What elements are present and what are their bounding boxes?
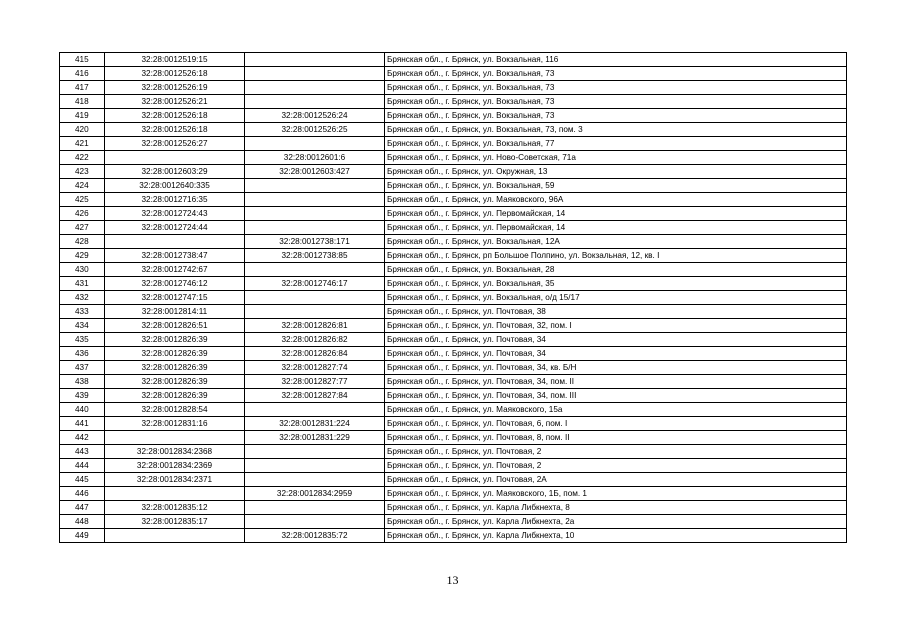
- cadastral-number-cell: 32:28:0012526:18: [105, 67, 245, 81]
- row-number-cell: 423: [60, 165, 105, 179]
- row-number-cell: 429: [60, 249, 105, 263]
- address-cell: Брянская обл., г. Брянск, ул. Почтовая, 32, пом. I: [385, 319, 847, 333]
- address-cell: Брянская обл., г. Брянск, рп Большое Полпино, ул. Вокзальная, 12, кв. I: [385, 249, 847, 263]
- row-number-cell: 432: [60, 291, 105, 305]
- table-row: [60, 389, 847, 403]
- row-number-cell: 449: [60, 529, 105, 543]
- cadastral-number-cell: 32:28:0012746:12: [105, 277, 245, 291]
- table-row: [60, 137, 847, 151]
- linked-cadastral-number-cell: 32:28:0012526:24: [245, 109, 385, 123]
- row-number-cell: 421: [60, 137, 105, 151]
- cadastral-number-cell: 32:28:0012738:47: [105, 249, 245, 263]
- table-row: [60, 67, 847, 81]
- address-cell: Брянская обл., г. Брянск, ул. Почтовая, 34, кв. Б/Н: [385, 361, 847, 375]
- cadastral-number-cell: [105, 235, 245, 249]
- linked-cadastral-number-cell: 32:28:0012601:6: [245, 151, 385, 165]
- address-cell: Брянская обл., г. Брянск, ул. Почтовая, 38: [385, 305, 847, 319]
- cadastral-number-cell: 32:28:0012826:39: [105, 375, 245, 389]
- table-row: [60, 81, 847, 95]
- address-cell: Брянская обл., г. Брянск, ул. Вокзальная, 35: [385, 277, 847, 291]
- table-row: [60, 333, 847, 347]
- cadastral-number-cell: 32:28:0012831:16: [105, 417, 245, 431]
- linked-cadastral-number-cell: [245, 53, 385, 67]
- linked-cadastral-number-cell: [245, 473, 385, 487]
- page-number: 13: [446, 573, 459, 587]
- cadastral-number-cell: 32:28:0012526:19: [105, 81, 245, 95]
- linked-cadastral-number-cell: [245, 179, 385, 193]
- cadastral-number-cell: 32:28:0012835:12: [105, 501, 245, 515]
- row-number-cell: 443: [60, 445, 105, 459]
- table-row: [60, 109, 847, 123]
- table-row: [60, 179, 847, 193]
- table-row: [60, 221, 847, 235]
- table-body: [60, 53, 847, 543]
- table-row: [60, 417, 847, 431]
- cadastral-number-cell: 32:28:0012526:18: [105, 123, 245, 137]
- table-row: [60, 151, 847, 165]
- linked-cadastral-number-cell: [245, 515, 385, 529]
- cadastral-number-cell: 32:28:0012826:39: [105, 333, 245, 347]
- cadastral-number-cell: 32:28:0012716:35: [105, 193, 245, 207]
- cadastral-number-cell: 32:28:0012828:54: [105, 403, 245, 417]
- address-cell: Брянская обл., г. Брянск, ул. Маяковского, 1Б, пом. 1: [385, 487, 847, 501]
- linked-cadastral-number-cell: [245, 459, 385, 473]
- cadastral-number-cell: 32:28:0012519:15: [105, 53, 245, 67]
- linked-cadastral-number-cell: 32:28:0012831:229: [245, 431, 385, 445]
- cadastral-number-cell: 32:28:0012834:2371: [105, 473, 245, 487]
- row-number-cell: 416: [60, 67, 105, 81]
- linked-cadastral-number-cell: 32:28:0012526:25: [245, 123, 385, 137]
- address-cell: Брянская обл., г. Брянск, ул. Маяковского, 15а: [385, 403, 847, 417]
- address-cell: Брянская обл., г. Брянск, ул. Вокзальная, 59: [385, 179, 847, 193]
- cadastral-number-cell: 32:28:0012826:39: [105, 347, 245, 361]
- table-row: [60, 403, 847, 417]
- row-number-cell: 444: [60, 459, 105, 473]
- linked-cadastral-number-cell: [245, 137, 385, 151]
- table-row: [60, 361, 847, 375]
- linked-cadastral-number-cell: 32:28:0012746:17: [245, 277, 385, 291]
- cadastral-number-cell: 32:28:0012834:2368: [105, 445, 245, 459]
- linked-cadastral-number-cell: [245, 291, 385, 305]
- linked-cadastral-number-cell: 32:28:0012826:82: [245, 333, 385, 347]
- address-cell: Брянская обл., г. Брянск, ул. Почтовая, 34: [385, 347, 847, 361]
- address-cell: Брянская обл., г. Брянск, ул. Почтовая, 34, пом. II: [385, 375, 847, 389]
- address-cell: Брянская обл., г. Брянск, ул. Первомайская, 14: [385, 207, 847, 221]
- address-cell: Брянская обл., г. Брянск, ул. Карла Либкнехта, 2а: [385, 515, 847, 529]
- row-number-cell: 445: [60, 473, 105, 487]
- address-cell: Брянская обл., г. Брянск, ул. Карла Либкнехта, 8: [385, 501, 847, 515]
- linked-cadastral-number-cell: 32:28:0012603:427: [245, 165, 385, 179]
- row-number-cell: 415: [60, 53, 105, 67]
- cadastral-number-cell: 32:28:0012826:39: [105, 361, 245, 375]
- registry-table: [59, 52, 847, 543]
- row-number-cell: 418: [60, 95, 105, 109]
- table-row: [60, 193, 847, 207]
- row-number-cell: 428: [60, 235, 105, 249]
- address-cell: Брянская обл., г. Брянск, ул. Вокзальная, 73: [385, 95, 847, 109]
- cadastral-number-cell: 32:28:0012724:43: [105, 207, 245, 221]
- address-cell: Брянская обл., г. Брянск, ул. Первомайская, 14: [385, 221, 847, 235]
- row-number-cell: 438: [60, 375, 105, 389]
- row-number-cell: 439: [60, 389, 105, 403]
- cadastral-number-cell: 32:28:0012747:15: [105, 291, 245, 305]
- table-row: [60, 249, 847, 263]
- cadastral-number-cell: 32:28:0012742:67: [105, 263, 245, 277]
- cadastral-number-cell: 32:28:0012526:27: [105, 137, 245, 151]
- address-cell: Брянская обл., г. Брянск, ул. Вокзальная, 73: [385, 81, 847, 95]
- address-cell: Брянская обл., г. Брянск, ул. Вокзальная, 77: [385, 137, 847, 151]
- linked-cadastral-number-cell: 32:28:0012827:74: [245, 361, 385, 375]
- linked-cadastral-number-cell: 32:28:0012738:85: [245, 249, 385, 263]
- address-cell: Брянская обл., г. Брянск, ул. Ново-Советская, 71а: [385, 151, 847, 165]
- row-number-cell: 424: [60, 179, 105, 193]
- table-row: [60, 291, 847, 305]
- address-cell: Брянская обл., г. Брянск, ул. Почтовая, 34: [385, 333, 847, 347]
- table-row: [60, 375, 847, 389]
- cadastral-number-cell: 32:28:0012526:21: [105, 95, 245, 109]
- table-row: [60, 487, 847, 501]
- linked-cadastral-number-cell: 32:28:0012826:81: [245, 319, 385, 333]
- address-cell: Брянская обл., г. Брянск, ул. Почтовая, 8, пом. II: [385, 431, 847, 445]
- table-row: [60, 123, 847, 137]
- cadastral-number-cell: [105, 487, 245, 501]
- table-row: [60, 53, 847, 67]
- row-number-cell: 433: [60, 305, 105, 319]
- row-number-cell: 447: [60, 501, 105, 515]
- linked-cadastral-number-cell: [245, 501, 385, 515]
- row-number-cell: 422: [60, 151, 105, 165]
- cadastral-number-cell: 32:28:0012835:17: [105, 515, 245, 529]
- address-cell: Брянская обл., г. Брянск, ул. Маяковского, 96А: [385, 193, 847, 207]
- address-cell: Брянская обл., г. Брянск, ул. Карла Либкнехта, 10: [385, 529, 847, 543]
- linked-cadastral-number-cell: [245, 207, 385, 221]
- row-number-cell: 417: [60, 81, 105, 95]
- table-row: [60, 431, 847, 445]
- table-row: [60, 277, 847, 291]
- linked-cadastral-number-cell: 32:28:0012827:77: [245, 375, 385, 389]
- linked-cadastral-number-cell: 32:28:0012738:171: [245, 235, 385, 249]
- table-row: [60, 501, 847, 515]
- address-cell: Брянская обл., г. Брянск, ул. Почтовая, 6, пом. I: [385, 417, 847, 431]
- linked-cadastral-number-cell: [245, 403, 385, 417]
- row-number-cell: 442: [60, 431, 105, 445]
- row-number-cell: 425: [60, 193, 105, 207]
- cadastral-number-cell: [105, 529, 245, 543]
- address-cell: Брянская обл., г. Брянск, ул. Вокзальная, 73: [385, 109, 847, 123]
- cadastral-number-cell: 32:28:0012724:44: [105, 221, 245, 235]
- cadastral-number-cell: 32:28:0012814:11: [105, 305, 245, 319]
- table-row: [60, 459, 847, 473]
- table-row: [60, 305, 847, 319]
- cadastral-number-cell: [105, 151, 245, 165]
- linked-cadastral-number-cell: 32:28:0012826:84: [245, 347, 385, 361]
- row-number-cell: 436: [60, 347, 105, 361]
- linked-cadastral-number-cell: 32:28:0012827:84: [245, 389, 385, 403]
- address-cell: Брянская обл., г. Брянск, ул. Почтовая, 2: [385, 459, 847, 473]
- table-row: [60, 263, 847, 277]
- address-cell: Брянская обл., г. Брянск, ул. Вокзальная, 73, пом. 3: [385, 123, 847, 137]
- linked-cadastral-number-cell: [245, 221, 385, 235]
- linked-cadastral-number-cell: [245, 445, 385, 459]
- table-row: [60, 235, 847, 249]
- cadastral-number-cell: 32:28:0012834:2369: [105, 459, 245, 473]
- row-number-cell: 441: [60, 417, 105, 431]
- address-cell: Брянская обл., г. Брянск, ул. Вокзальная, 116: [385, 53, 847, 67]
- cadastral-number-cell: 32:28:0012526:18: [105, 109, 245, 123]
- linked-cadastral-number-cell: [245, 95, 385, 109]
- linked-cadastral-number-cell: 32:28:0012835:72: [245, 529, 385, 543]
- row-number-cell: 434: [60, 319, 105, 333]
- address-cell: Брянская обл., г. Брянск, ул. Почтовая, 2: [385, 445, 847, 459]
- linked-cadastral-number-cell: [245, 193, 385, 207]
- row-number-cell: 448: [60, 515, 105, 529]
- table-row: [60, 207, 847, 221]
- row-number-cell: 440: [60, 403, 105, 417]
- cadastral-number-cell: 32:28:0012826:39: [105, 389, 245, 403]
- row-number-cell: 430: [60, 263, 105, 277]
- address-cell: Брянская обл., г. Брянск, ул. Почтовая, 34, пом. III: [385, 389, 847, 403]
- row-number-cell: 426: [60, 207, 105, 221]
- cadastral-number-cell: [105, 431, 245, 445]
- table-row: [60, 515, 847, 529]
- row-number-cell: 419: [60, 109, 105, 123]
- row-number-cell: 427: [60, 221, 105, 235]
- cadastral-number-cell: 32:28:0012603:29: [105, 165, 245, 179]
- cadastral-number-cell: 32:28:0012826:51: [105, 319, 245, 333]
- cadastral-number-cell: 32:28:0012640:335: [105, 179, 245, 193]
- address-cell: Брянская обл., г. Брянск, ул. Вокзальная, о/д 15/17: [385, 291, 847, 305]
- table-row: [60, 445, 847, 459]
- linked-cadastral-number-cell: 32:28:0012834:2959: [245, 487, 385, 501]
- table-row: [60, 473, 847, 487]
- linked-cadastral-number-cell: [245, 305, 385, 319]
- linked-cadastral-number-cell: [245, 81, 385, 95]
- table-row: [60, 319, 847, 333]
- linked-cadastral-number-cell: [245, 67, 385, 81]
- row-number-cell: 435: [60, 333, 105, 347]
- address-cell: Брянская обл., г. Брянск, ул. Вокзальная, 28: [385, 263, 847, 277]
- row-number-cell: 420: [60, 123, 105, 137]
- address-cell: Брянская обл., г. Брянск, ул. Окружная, 13: [385, 165, 847, 179]
- linked-cadastral-number-cell: [245, 263, 385, 277]
- table-row: [60, 95, 847, 109]
- row-number-cell: 431: [60, 277, 105, 291]
- address-cell: Брянская обл., г. Брянск, ул. Почтовая, 2А: [385, 473, 847, 487]
- row-number-cell: 437: [60, 361, 105, 375]
- address-cell: Брянская обл., г. Брянск, ул. Вокзальная, 73: [385, 67, 847, 81]
- table-row: [60, 529, 847, 543]
- table-row: [60, 165, 847, 179]
- row-number-cell: 446: [60, 487, 105, 501]
- linked-cadastral-number-cell: 32:28:0012831:224: [245, 417, 385, 431]
- table-row: [60, 347, 847, 361]
- address-cell: Брянская обл., г. Брянск, ул. Вокзальная, 12А: [385, 235, 847, 249]
